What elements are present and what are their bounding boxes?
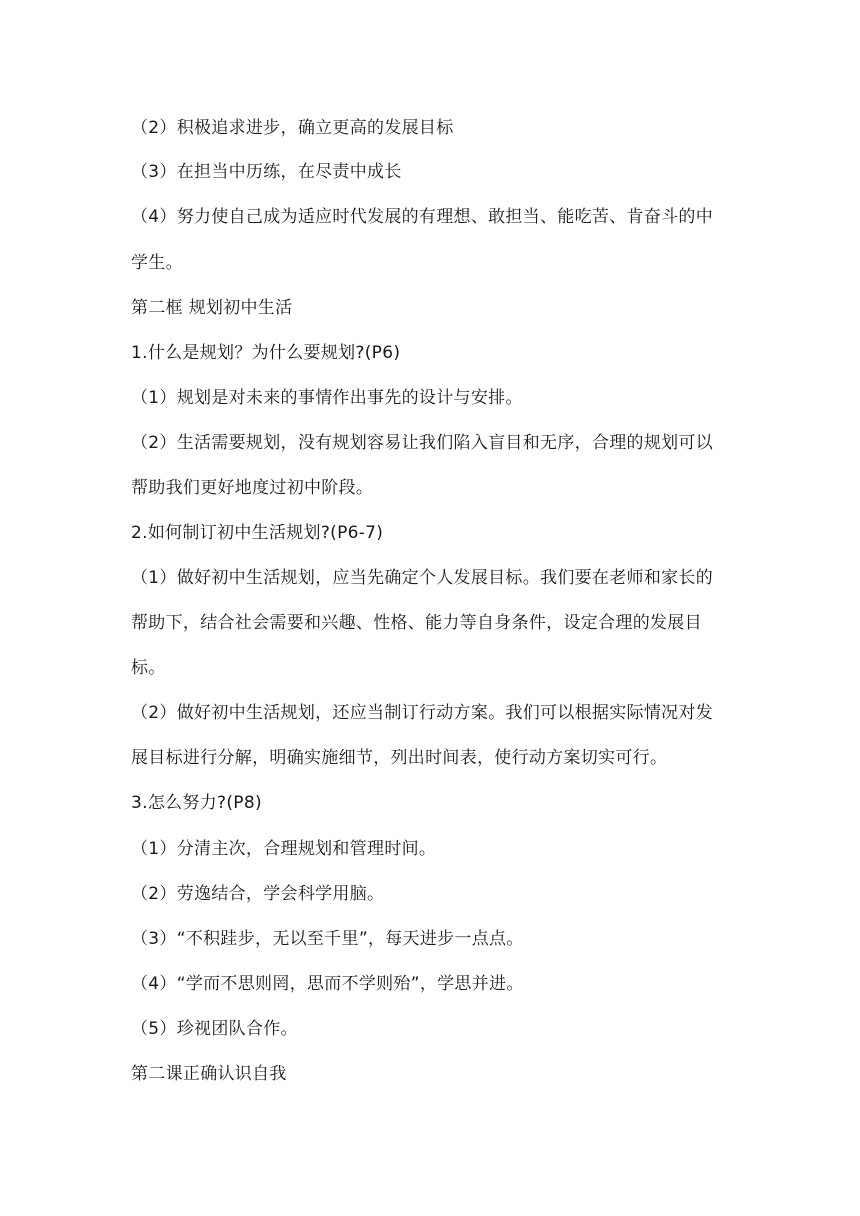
- text-line-item-4: （4）努力使自己成为适应时代发展的有理想、敢担当、能吃苦、肯奋斗的中: [131, 207, 714, 227]
- text-line-item-2: （2）积极追求进步，确立更高的发展目标: [131, 118, 454, 138]
- section-heading-plan: 第二框 规划初中生活: [131, 298, 293, 318]
- text-line-item-3: （3）在担当中历练，在尽责中成长: [131, 162, 402, 182]
- text-line-q2-1: （1）做好初中生活规划，应当先确定个人发展目标。我们要在老师和家长的: [131, 568, 714, 588]
- question-heading-3: 3.怎么努力?(P8): [131, 793, 262, 813]
- text-line-q2-2-cont: 展目标进行分解，明确实施细节，列出时间表，使行动方案切实可行。: [131, 748, 668, 768]
- text-line-q2-1-end: 标。: [131, 658, 166, 678]
- text-line-q1-1: （1）规划是对未来的事情作出事先的设计与安排。: [131, 388, 523, 408]
- text-line-q3-5: （5）珍视团队合作。: [131, 1019, 298, 1039]
- text-line-q3-2: （2）劳逸结合，学会科学用脑。: [131, 884, 385, 904]
- text-line-q1-2: （2）生活需要规划，没有规划容易让我们陷入盲目和无序，合理的规划可以: [131, 433, 714, 453]
- text-line-q2-1-cont: 帮助下，结合社会需要和兴趣、性格、能力等自身条件，设定合理的发展目: [131, 613, 702, 633]
- text-line-item-4-cont: 学生。: [131, 253, 183, 273]
- question-heading-1: 1.什么是规划？为什么要规划?(P6): [131, 343, 401, 363]
- question-heading-2: 2.如何制订初中生活规划?(P6-7): [131, 523, 384, 543]
- text-line-q1-2-cont: 帮助我们更好地度过初中阶段。: [131, 478, 374, 498]
- text-line-q3-1: （1）分清主次，合理规划和管理时间。: [131, 839, 437, 859]
- lesson-heading: 第二课正确认识自我: [131, 1064, 287, 1084]
- text-line-q3-4: （4）“学而不思则罔，思而不学则殆”，学思并进。: [131, 974, 524, 994]
- text-line-q3-3: （3）“不积跬步，无以至千里”，每天进步一点点。: [131, 929, 524, 949]
- text-line-q2-2: （2）做好初中生活规划，还应当制订行动方案。我们可以根据实际情况对发: [131, 703, 714, 723]
